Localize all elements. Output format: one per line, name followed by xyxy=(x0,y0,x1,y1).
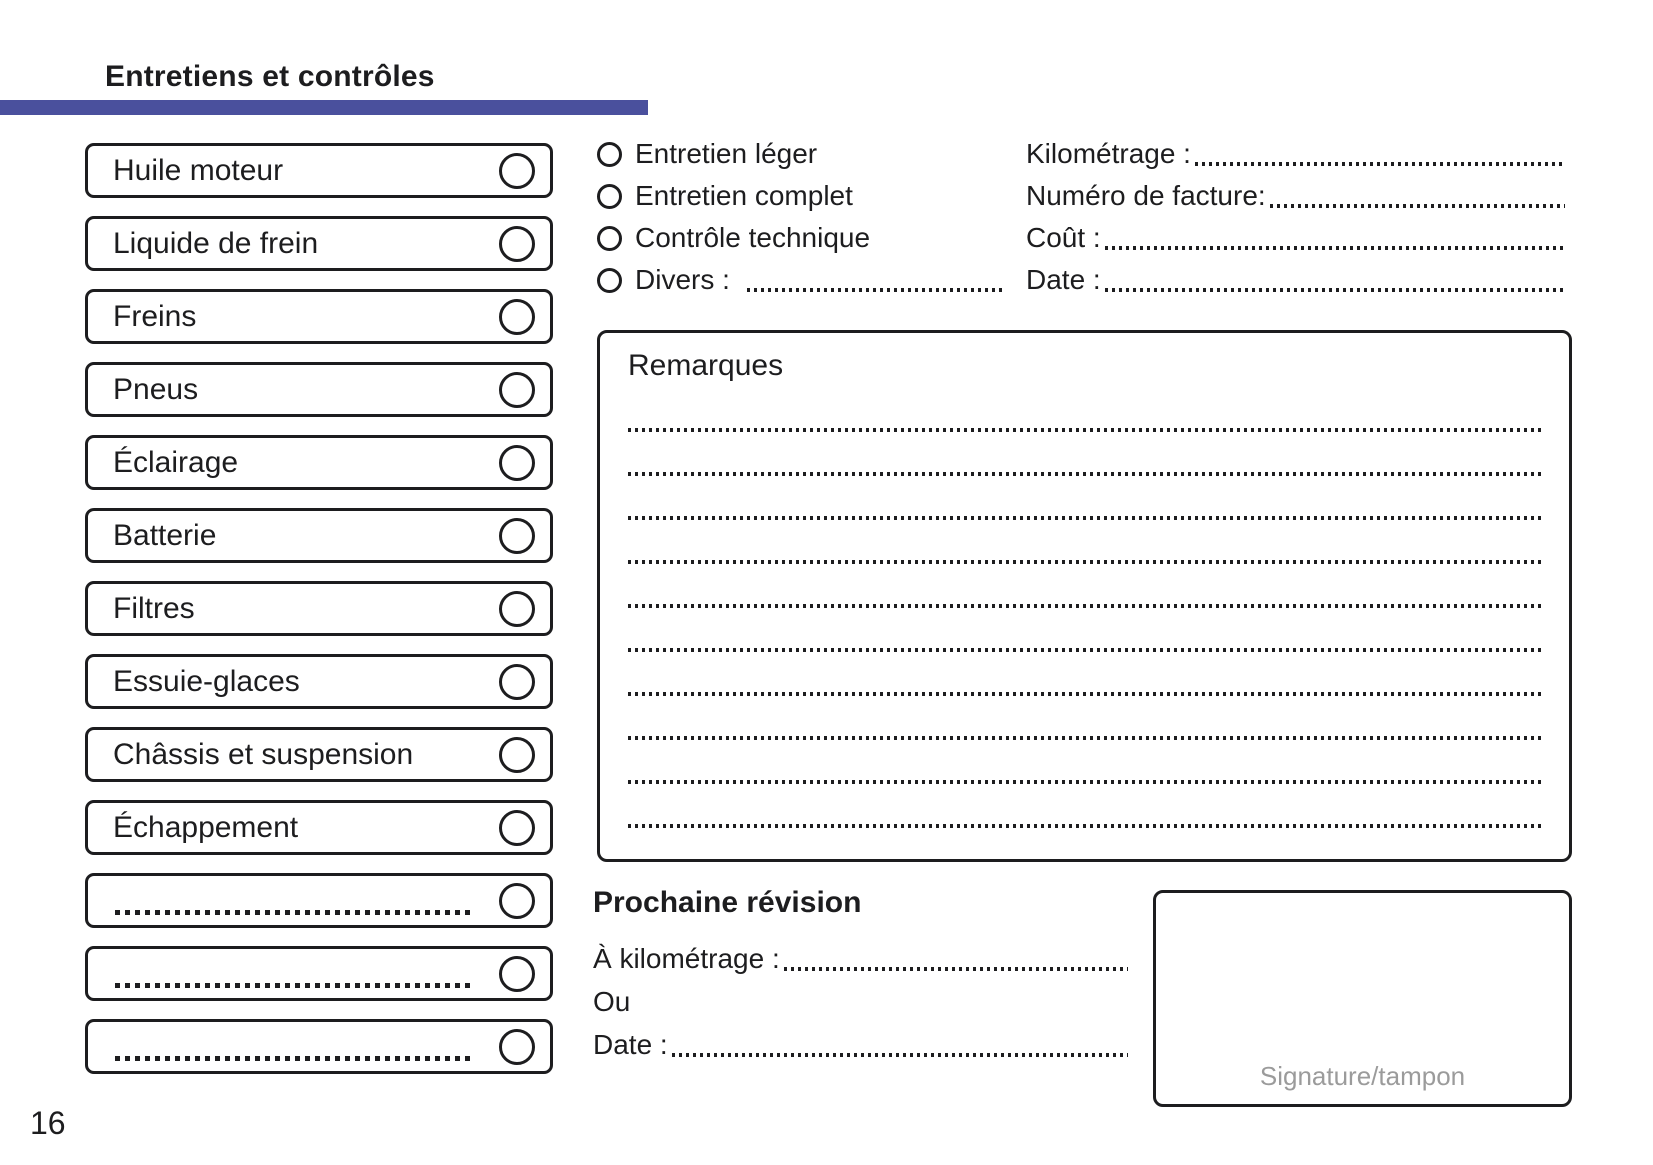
status-circle-icon xyxy=(499,226,535,262)
remarks-dotted-line xyxy=(628,560,1541,564)
title-underline-bar xyxy=(0,100,648,115)
service-option-divers xyxy=(597,259,1017,301)
service-option-label: Entretien léger xyxy=(635,138,818,169)
signature-box xyxy=(1153,890,1572,1107)
page-number: 16 xyxy=(30,1105,66,1141)
next-service-km-row xyxy=(593,937,1128,980)
checklist xyxy=(85,143,553,1074)
next-service-title: Prochaine révision xyxy=(593,886,862,919)
checklist-row-blank xyxy=(85,946,553,1001)
status-circle-icon xyxy=(499,372,535,408)
remarks-dotted-line xyxy=(628,648,1541,652)
remarks-box xyxy=(597,330,1572,862)
checklist-row-echappement xyxy=(85,800,553,855)
checklist-row-liquide-de-frein xyxy=(85,216,553,271)
checklist-label: Batterie xyxy=(113,518,217,552)
checklist-row-huile-moteur xyxy=(85,143,553,198)
service-option-label: Entretien complet xyxy=(635,180,853,211)
next-service-date-row xyxy=(593,1023,1128,1066)
remarks-dotted-line xyxy=(628,824,1541,828)
field-dotted-line xyxy=(1105,246,1565,250)
field-label: Coût : xyxy=(1026,222,1101,253)
service-option-entretien-complet xyxy=(597,175,1017,217)
checklist-label: Huile moteur xyxy=(113,153,284,187)
remarks-title: Remarques xyxy=(628,349,784,382)
field-dotted-line xyxy=(1195,162,1565,166)
checklist-label: Essuie-glaces xyxy=(113,664,300,698)
remarks-dotted-line xyxy=(628,780,1541,784)
field-numero-de-facture xyxy=(1026,175,1565,217)
field-label: Date : xyxy=(1026,264,1101,295)
checklist-label: Éclairage xyxy=(113,445,239,479)
next-service-date-label: Date : xyxy=(593,1028,668,1060)
status-circle-icon xyxy=(499,591,535,627)
status-circle-icon xyxy=(499,445,535,481)
next-service-date-dotted-line xyxy=(672,1053,1128,1057)
checklist-row-freins xyxy=(85,289,553,344)
status-circle-icon xyxy=(499,299,535,335)
status-circle-icon xyxy=(499,810,535,846)
checklist-label: Freins xyxy=(113,299,197,333)
next-service-km-label: À kilométrage : xyxy=(593,942,780,974)
checklist-row-blank xyxy=(85,873,553,928)
status-circle-icon xyxy=(499,1029,535,1065)
status-circle-icon xyxy=(499,664,535,700)
field-cout xyxy=(1026,217,1565,259)
checklist-row-batterie xyxy=(85,508,553,563)
next-service-section xyxy=(593,886,1128,1066)
service-option-label: Contrôle technique xyxy=(635,222,871,253)
signature-label: Signature/tampon xyxy=(1259,1061,1466,1091)
next-service-or-label: Ou xyxy=(593,985,631,1017)
invoice-fields xyxy=(1026,133,1565,301)
radio-circle-icon xyxy=(597,184,622,209)
page-title: Entretiens et contrôles xyxy=(105,60,435,93)
remarks-dotted-line xyxy=(628,736,1541,740)
remarks-dotted-line xyxy=(628,692,1541,696)
field-label: Kilométrage : xyxy=(1026,138,1191,169)
radio-circle-icon xyxy=(597,142,622,167)
checklist-row-filtres xyxy=(85,581,553,636)
radio-circle-icon xyxy=(597,268,622,293)
status-circle-icon xyxy=(499,737,535,773)
remarks-dotted-line xyxy=(628,516,1541,520)
checklist-label: Châssis et suspension xyxy=(113,737,414,771)
remarks-dotted-line xyxy=(628,472,1541,476)
next-service-km-dotted-line xyxy=(784,967,1128,971)
checklist-row-essuie-glaces xyxy=(85,654,553,709)
checklist-row-eclairage xyxy=(85,435,553,490)
checklist-row-blank xyxy=(85,1019,553,1074)
checklist-row-chassis-et-suspension xyxy=(85,727,553,782)
status-circle-icon xyxy=(499,883,535,919)
checklist-row-pneus xyxy=(85,362,553,417)
field-kilometrage xyxy=(1026,133,1565,175)
field-dotted-line xyxy=(1270,204,1565,208)
checklist-label: Échappement xyxy=(113,810,299,844)
service-option-label: Divers : xyxy=(635,264,730,295)
blank-entry-dotted-line xyxy=(115,1056,471,1061)
checklist-label: Pneus xyxy=(113,372,199,406)
status-circle-icon xyxy=(499,518,535,554)
field-dotted-line xyxy=(1105,288,1565,292)
status-circle-icon xyxy=(499,956,535,992)
checklist-label: Liquide de frein xyxy=(113,226,319,260)
blank-entry-dotted-line xyxy=(115,983,471,988)
next-service-or-row xyxy=(593,980,1128,1023)
service-option-entretien-leger xyxy=(597,133,1017,175)
checklist-label: Filtres xyxy=(113,591,195,625)
service-type-group xyxy=(597,133,1017,301)
field-date xyxy=(1026,259,1565,301)
field-label: Numéro de facture: xyxy=(1026,180,1266,211)
blank-entry-dotted-line xyxy=(115,910,471,915)
status-circle-icon xyxy=(499,153,535,189)
remarks-dotted-line xyxy=(628,604,1541,608)
divers-dotted-line xyxy=(747,288,1002,292)
radio-circle-icon xyxy=(597,226,622,251)
remarks-dotted-line xyxy=(628,428,1541,432)
service-option-controle-technique xyxy=(597,217,1017,259)
